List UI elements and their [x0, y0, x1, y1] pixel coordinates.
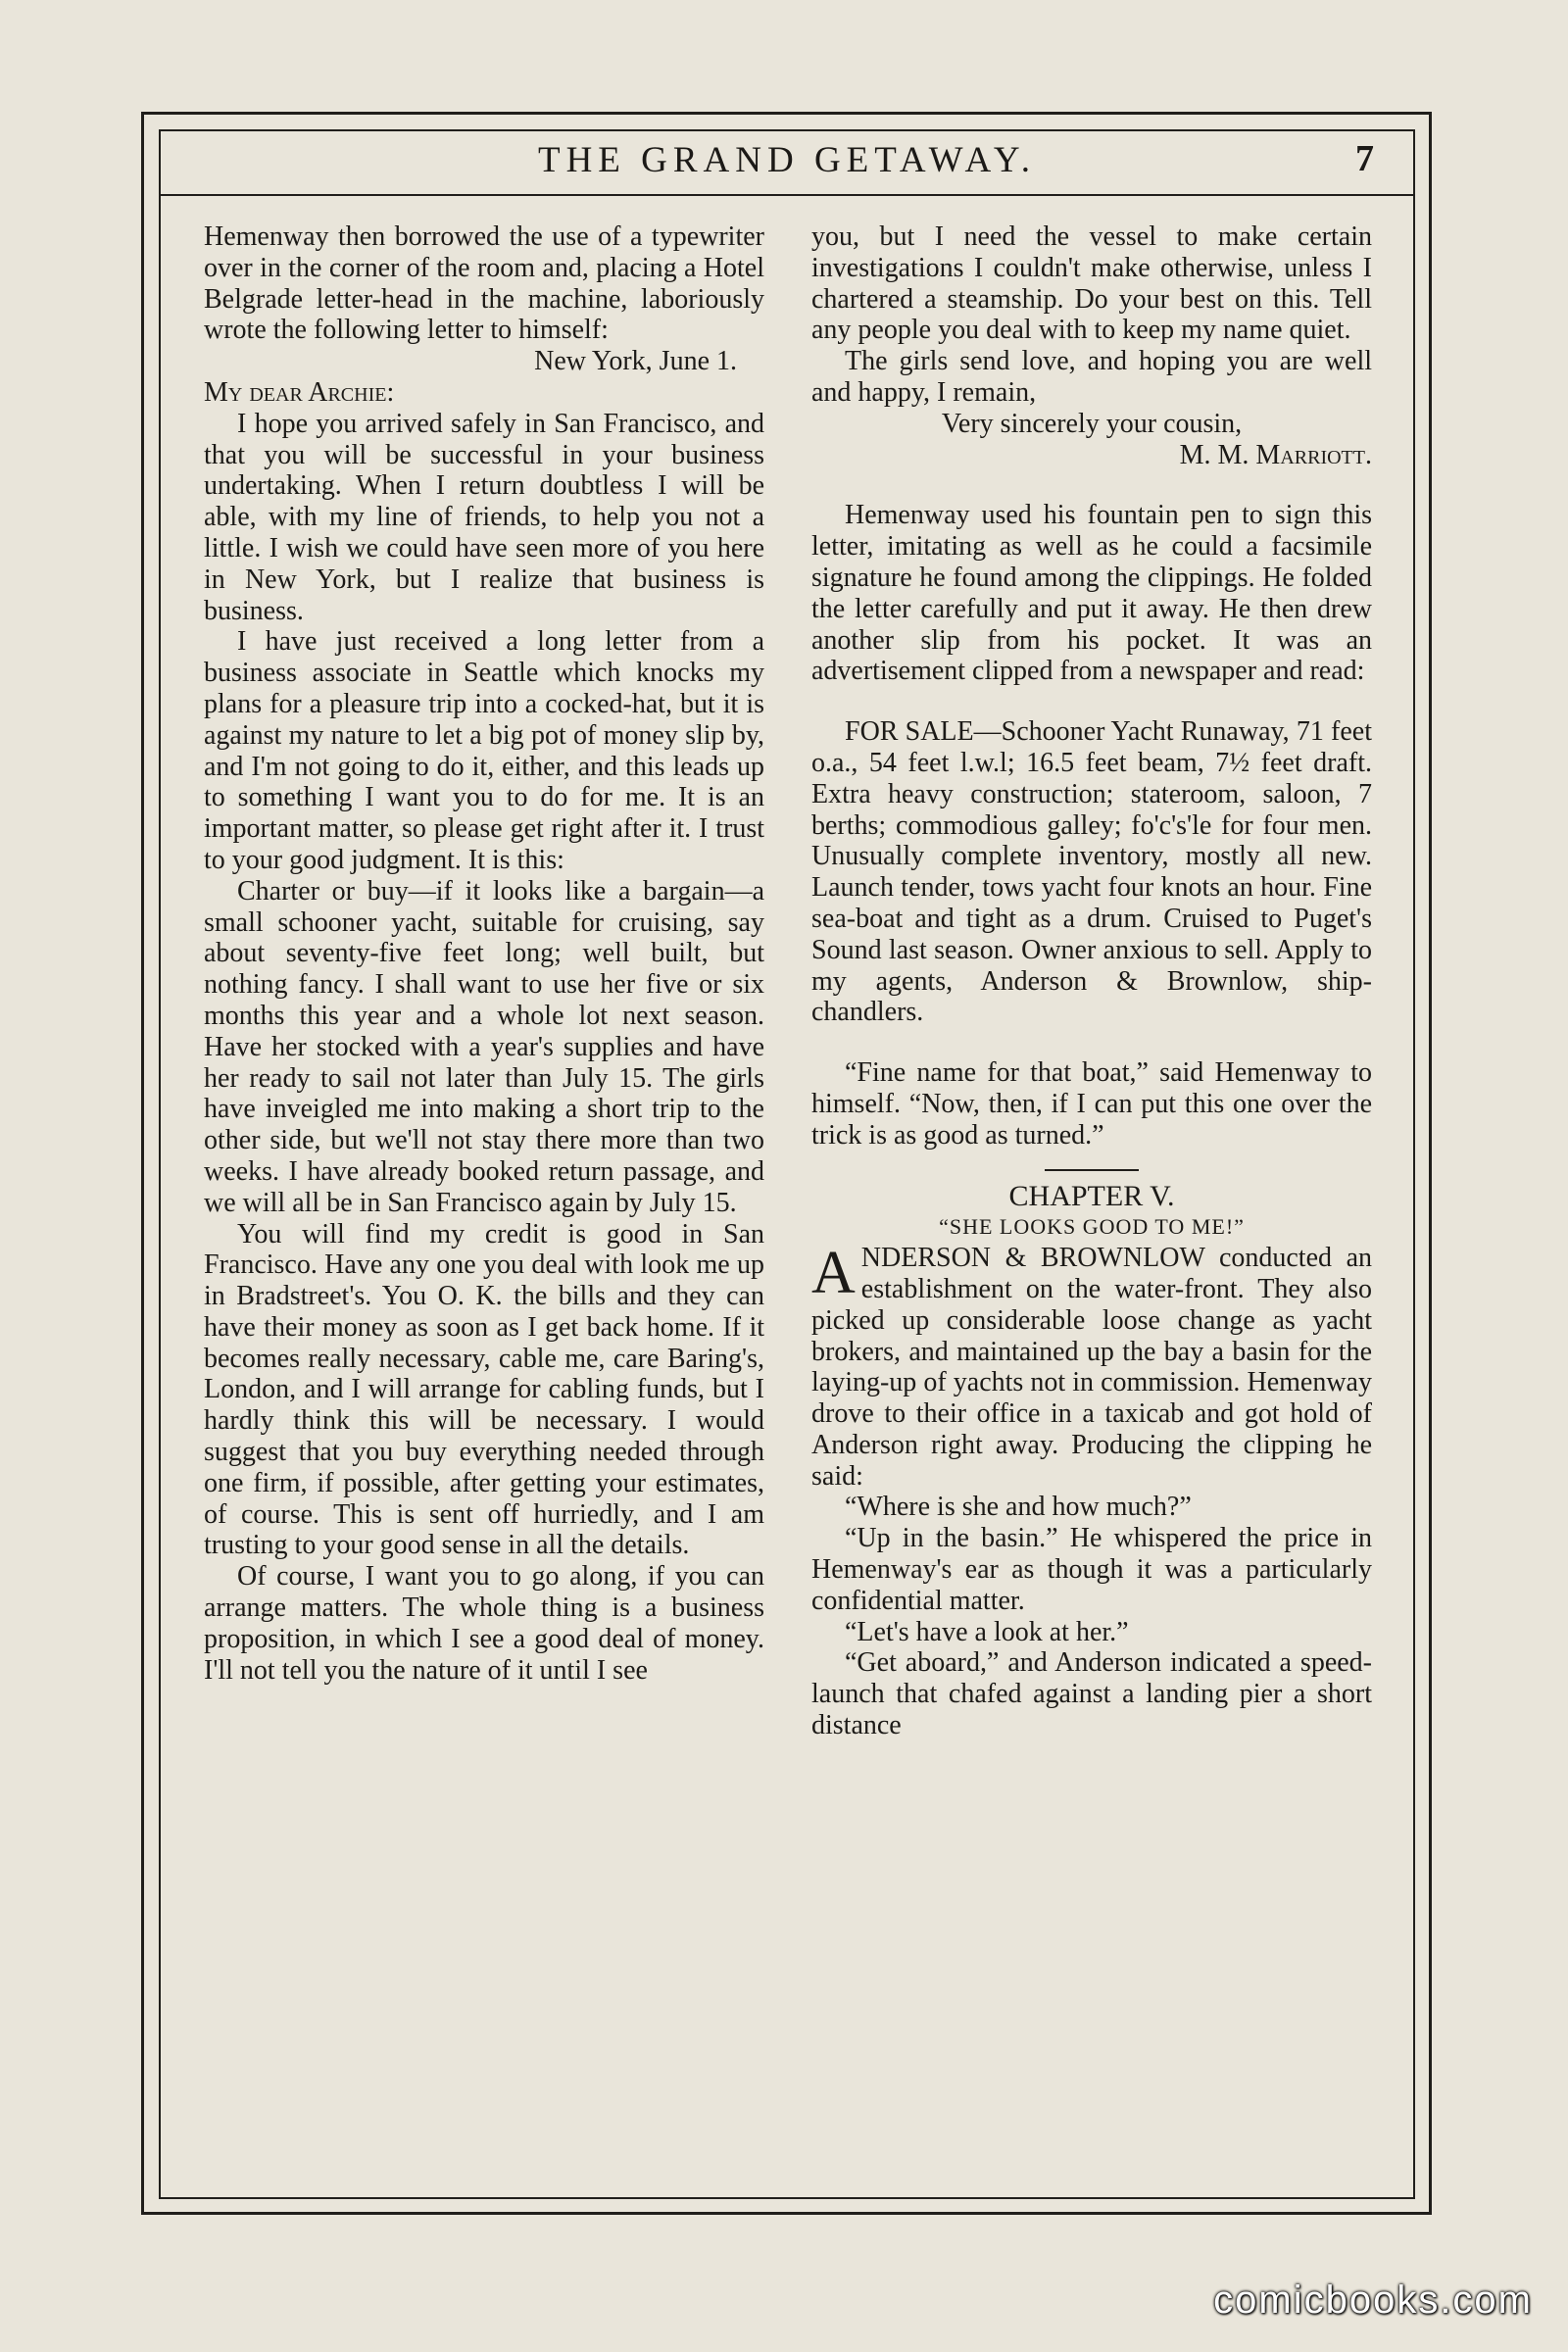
letter-paragraph: I have just received a long letter from a business associate in Seattle which knocks my plans for a pleasure trip into a cocked-hat, but it is against my nature to let a big pot of money slip by, and I'm not going to do it, either, and this leads up to something I want you to do for me. It is an important matter, so please get right after it. I trust to your good judgment. It is this: [204, 626, 764, 875]
page-number: 7 [1355, 138, 1374, 179]
opening-words: NDERSON & BROWNLOW [860, 1243, 1205, 1274]
right-column [811, 221, 1372, 2172]
narrative-paragraph: Hemenway used his fountain pen to sign this letter, imitating as well as he could a facsimile signature he found among the clippings. He folded the letter carefully and put it away. He then drew another slip from his pocket. It was an advertisement clipped from a newspaper and read: [811, 500, 1372, 687]
narrative-paragraph: Hemenway then borrowed the use of a typewriter over in the corner of the room and, placing a Hotel Belgrade letter-head in the machine, laboriously wrote the following letter to himself: [204, 221, 764, 346]
chapter-opening-paragraph [811, 1240, 1372, 1492]
running-title: THE GRAND GETAWAY. [537, 140, 1037, 180]
advertisement: FOR SALE—Schooner Yacht Runaway, 71 feet o.a., 54 feet l.w.l; 16.5 feet beam, 7½ feet draft. Extra heavy construction; stateroom, saloon, 7 berths; commodious galley; fo'c's'le for four men. Unusually complete inventory, mostly all new. Launch tender, tows yacht four knots an hour. Fine sea-boat and tight as a drum. Cruised to Puget's Sound last season. Owner anxious to sell. Apply to my agents, Anderson & Brownlow, ship-chandlers. [811, 716, 1372, 1028]
site-watermark: comicbooks.com [1213, 2278, 1533, 2322]
dialog-paragraph: “Where is she and how much?” [845, 1492, 1192, 1523]
section-divider [1045, 1169, 1139, 1171]
letter-paragraph: Charter or buy—if it looks like a bargain—a small schooner yacht, suitable for cruising, say about seventy-five feet long; well built, but nothing fancy. I shall want to use her five or six months this year and a whole lot next season. Have her stocked with a year's supplies and have her ready to sail not later than July 15. The girls have inveigled me into making a short trip to the other side, but we'll not stay there more than two weeks. I have already booked return passage, and we will all be in San Francisco again by July 15. [204, 875, 764, 1218]
dialog-paragraph: “Let's have a look at her.” [845, 1616, 1129, 1647]
opening-text: conducted an establishment on the water-front. They also picked up considerable loose change as yacht brokers, and maintained up the bay a basin for the laying-up of yachts not in commission. Hemenway drove to their office in a taxicab and got hold of Anderson right away. Producing the clipping he said: [811, 1243, 1372, 1492]
letter-paragraph: The girls send love, and hoping you are well and happy, I remain, [811, 346, 1372, 408]
narrative-paragraph: “Fine name for that boat,” said Hemenway to himself. “Now, then, if I can put this one over the trick is as good as turned.” [811, 1057, 1372, 1151]
dialog-paragraph: “Up in the basin.” He whispered the price in Hemenway's ear as though it was a particularly confidential matter. [811, 1523, 1372, 1616]
letter-salutation: My dear Archie: [204, 376, 395, 408]
letter-closing: Very sincerely your cousin, [941, 408, 1243, 439]
running-header [161, 131, 1413, 196]
chapter-subtitle: “SHE LOOKS GOOD TO ME!” [939, 1214, 1245, 1240]
letter-dateline: New York, June 1. [534, 346, 737, 377]
letter-paragraph: you, but I need the vessel to make certain investigations I couldn't make otherwise, unless I chartered a steamship. Do your best on this. Tell any people you deal with to keep my name quiet. [811, 221, 1372, 346]
letter-paragraph: I hope you arrived safely in San Francisco, and that you will be successful in your business undertaking. When I return doubtless I will be able, with my line of friends, to help you not a little. I wish we could have seen more of you here in New York, but I realize that business is business. [204, 408, 764, 626]
letter-paragraph: You will find my credit is good in San Francisco. Have any one you deal with look me up in Bradstreet's. You O. K. the bills and they can have their money as soon as I get back home. If it becomes really necessary, cable me, care Baring's, London, and I will arrange for cabling funds, but I hardly think this will be necessary. I would suggest that you buy everything needed through one firm, if possible, after getting your estimates, of course. This is sent off hurriedly, and I am trusting to your good sense in all the details. [204, 1218, 764, 1561]
letter-paragraph: Of course, I want you to go along, if you can arrange matters. The whole thing is a business proposition, in which I see a good deal of money. I'll not tell you the nature of it until I see [204, 1561, 764, 1686]
left-column [204, 221, 764, 2172]
drop-cap: A [811, 1240, 856, 1307]
letter-signature: M. M. Marriott. [1179, 439, 1372, 470]
dialog-paragraph: “Get aboard,” and Anderson indicated a speed-launch that chafed against a landing pier a short distance [811, 1647, 1372, 1741]
chapter-title: CHAPTER V. [1008, 1179, 1175, 1212]
